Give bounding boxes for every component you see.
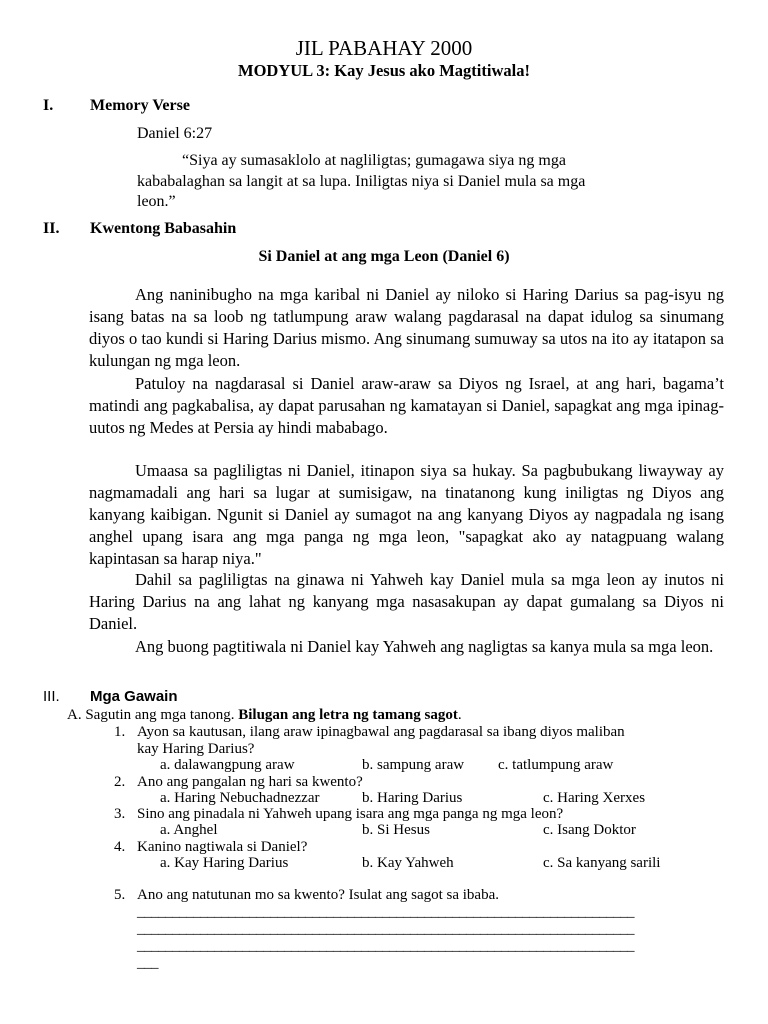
instruction-emphasis: Bilugan ang letra ng tamang sagot xyxy=(238,707,458,723)
section-label: Kwentong Babasahin xyxy=(90,220,237,237)
verse-line: leon.” xyxy=(137,193,176,210)
verse-line: kababalaghan sa langit at sa lupa. Iniligtas niya si Daniel mula sa mga xyxy=(137,173,586,190)
answer-option[interactable]: c. Haring Xerxes xyxy=(543,790,646,806)
answer-option[interactable]: b. sampung araw xyxy=(362,757,465,773)
instruction-letter: A. xyxy=(67,707,82,723)
question-number: 4. xyxy=(114,839,126,855)
story-paragraph: Ang buong pagtitiwala ni Daniel kay Yahweh ang nagligtas sa kanya mula sa mga leon. xyxy=(135,637,714,656)
question-number: 5. xyxy=(114,887,126,903)
question-text: Kanino nagtiwala si Daniel? xyxy=(137,839,308,855)
answer-blank-line[interactable]: _______________________________________________________________________ xyxy=(137,904,634,920)
answer-option[interactable]: a. Haring Nebuchadnezzar xyxy=(160,790,320,806)
question-text: Sino ang pinadala ni Yahweh upang isara ang mga panga ng mga leon? xyxy=(137,806,564,822)
answer-option[interactable]: b. Si Hesus xyxy=(362,822,430,838)
verse-reference: Daniel 6:27 xyxy=(137,125,213,142)
answer-option[interactable]: a. Anghel xyxy=(160,822,218,838)
answer-option[interactable]: b. Haring Darius xyxy=(362,790,463,806)
section-label: Mga Gawain xyxy=(90,688,178,705)
question-number: 2. xyxy=(114,774,126,790)
section-label: Memory Verse xyxy=(90,97,190,114)
question-text: kay Haring Darius? xyxy=(137,741,255,757)
answer-option[interactable]: a. Kay Haring Darius xyxy=(160,855,289,871)
module-subtitle: MODYUL 3: Kay Jesus ako Magtitiwala! xyxy=(238,61,530,80)
answer-blank-line[interactable]: ___ xyxy=(137,955,158,971)
question-number: 3. xyxy=(114,806,126,822)
answer-option[interactable]: b. Kay Yahweh xyxy=(362,855,454,871)
verse-line: “Siya ay sumasaklolo at nagliligtas; gumagawa siya ng mga xyxy=(182,152,566,169)
story-paragraph: Patuloy na nagdarasal si Daniel araw-araw sa Diyos ng Israel, at ang hari, bagama’t matindi ang pagkabalisa, ay dapat parusahan ng kamatayan si Daniel, sapagkat ang mga ipinag-uutos ng Medes at Persia ay hindi mababago. xyxy=(89,374,724,437)
answer-blank-line[interactable]: _______________________________________________________________________ xyxy=(137,921,634,937)
story-paragraph: Umaasa sa pagliligtas ni Daniel, itinapon siya sa hukay. Sa pagbubukang liwayway ay nagmamadali ang hari sa lugar at sumisigaw, na tinatanong kung iniligtas ng Diyos ang kanyang kaibigan. Ngunit si Daniel ay sumagot na ang kanyang Diyos ay nagpadala ng isang anghel upang isara ang mga panga ng mga leon, "sapagkat ako ay natagpuang walang kapintasan sa harap niya." xyxy=(89,461,724,568)
section-number: III. xyxy=(43,688,60,705)
section-number: I. xyxy=(43,97,54,114)
question-number: 1. xyxy=(114,724,126,740)
section-number: II. xyxy=(43,220,60,237)
answer-option[interactable]: c. Isang Doktor xyxy=(543,822,636,838)
story-title: Si Daniel at ang mga Leon (Daniel 6) xyxy=(258,248,510,265)
answer-option[interactable]: a. dalawangpung araw xyxy=(160,757,295,773)
instruction-text: Sagutin ang mga tanong. xyxy=(85,707,239,723)
answer-option[interactable]: c. Sa kanyang sarili xyxy=(543,855,661,871)
activity-instruction xyxy=(67,707,462,724)
document-title: JIL PABAHAY 2000 xyxy=(295,36,473,60)
story-paragraph: Dahil sa pagliligtas na ginawa ni Yahweh kay Daniel mula sa mga leon ay inutos ni Haring Darius na ang lahat ng kanyang mga nasasakupan ay dapat gumalang sa Diyos ni Daniel. xyxy=(89,570,724,633)
question-text: Ano ang natutunan mo sa kwento? Isulat ang sagot sa ibaba. xyxy=(137,887,499,903)
answer-blank-line[interactable]: _______________________________________________________________________ xyxy=(137,938,634,954)
question-text: Ayon sa kautusan, ilang araw ipinagbawal ang pagdarasal sa ibang diyos maliban xyxy=(137,724,625,740)
answer-option[interactable]: c. tatlumpung araw xyxy=(498,757,614,773)
question-text: Ano ang pangalan ng hari sa kwento? xyxy=(137,774,363,790)
story-paragraph: Ang naninibugho na mga karibal ni Daniel ay niloko si Haring Darius sa pag-isyu ng isang batas na sa loob ng tatlumpung araw walang pagdarasal na dapat idulog sa sinumang diyos o tao kundi si Haring Darius mismo. Ang sinumang sumuway sa utos na ito ay itatapon sa kulungan ng mga leon. xyxy=(89,285,724,370)
instruction-period: . xyxy=(457,707,462,723)
